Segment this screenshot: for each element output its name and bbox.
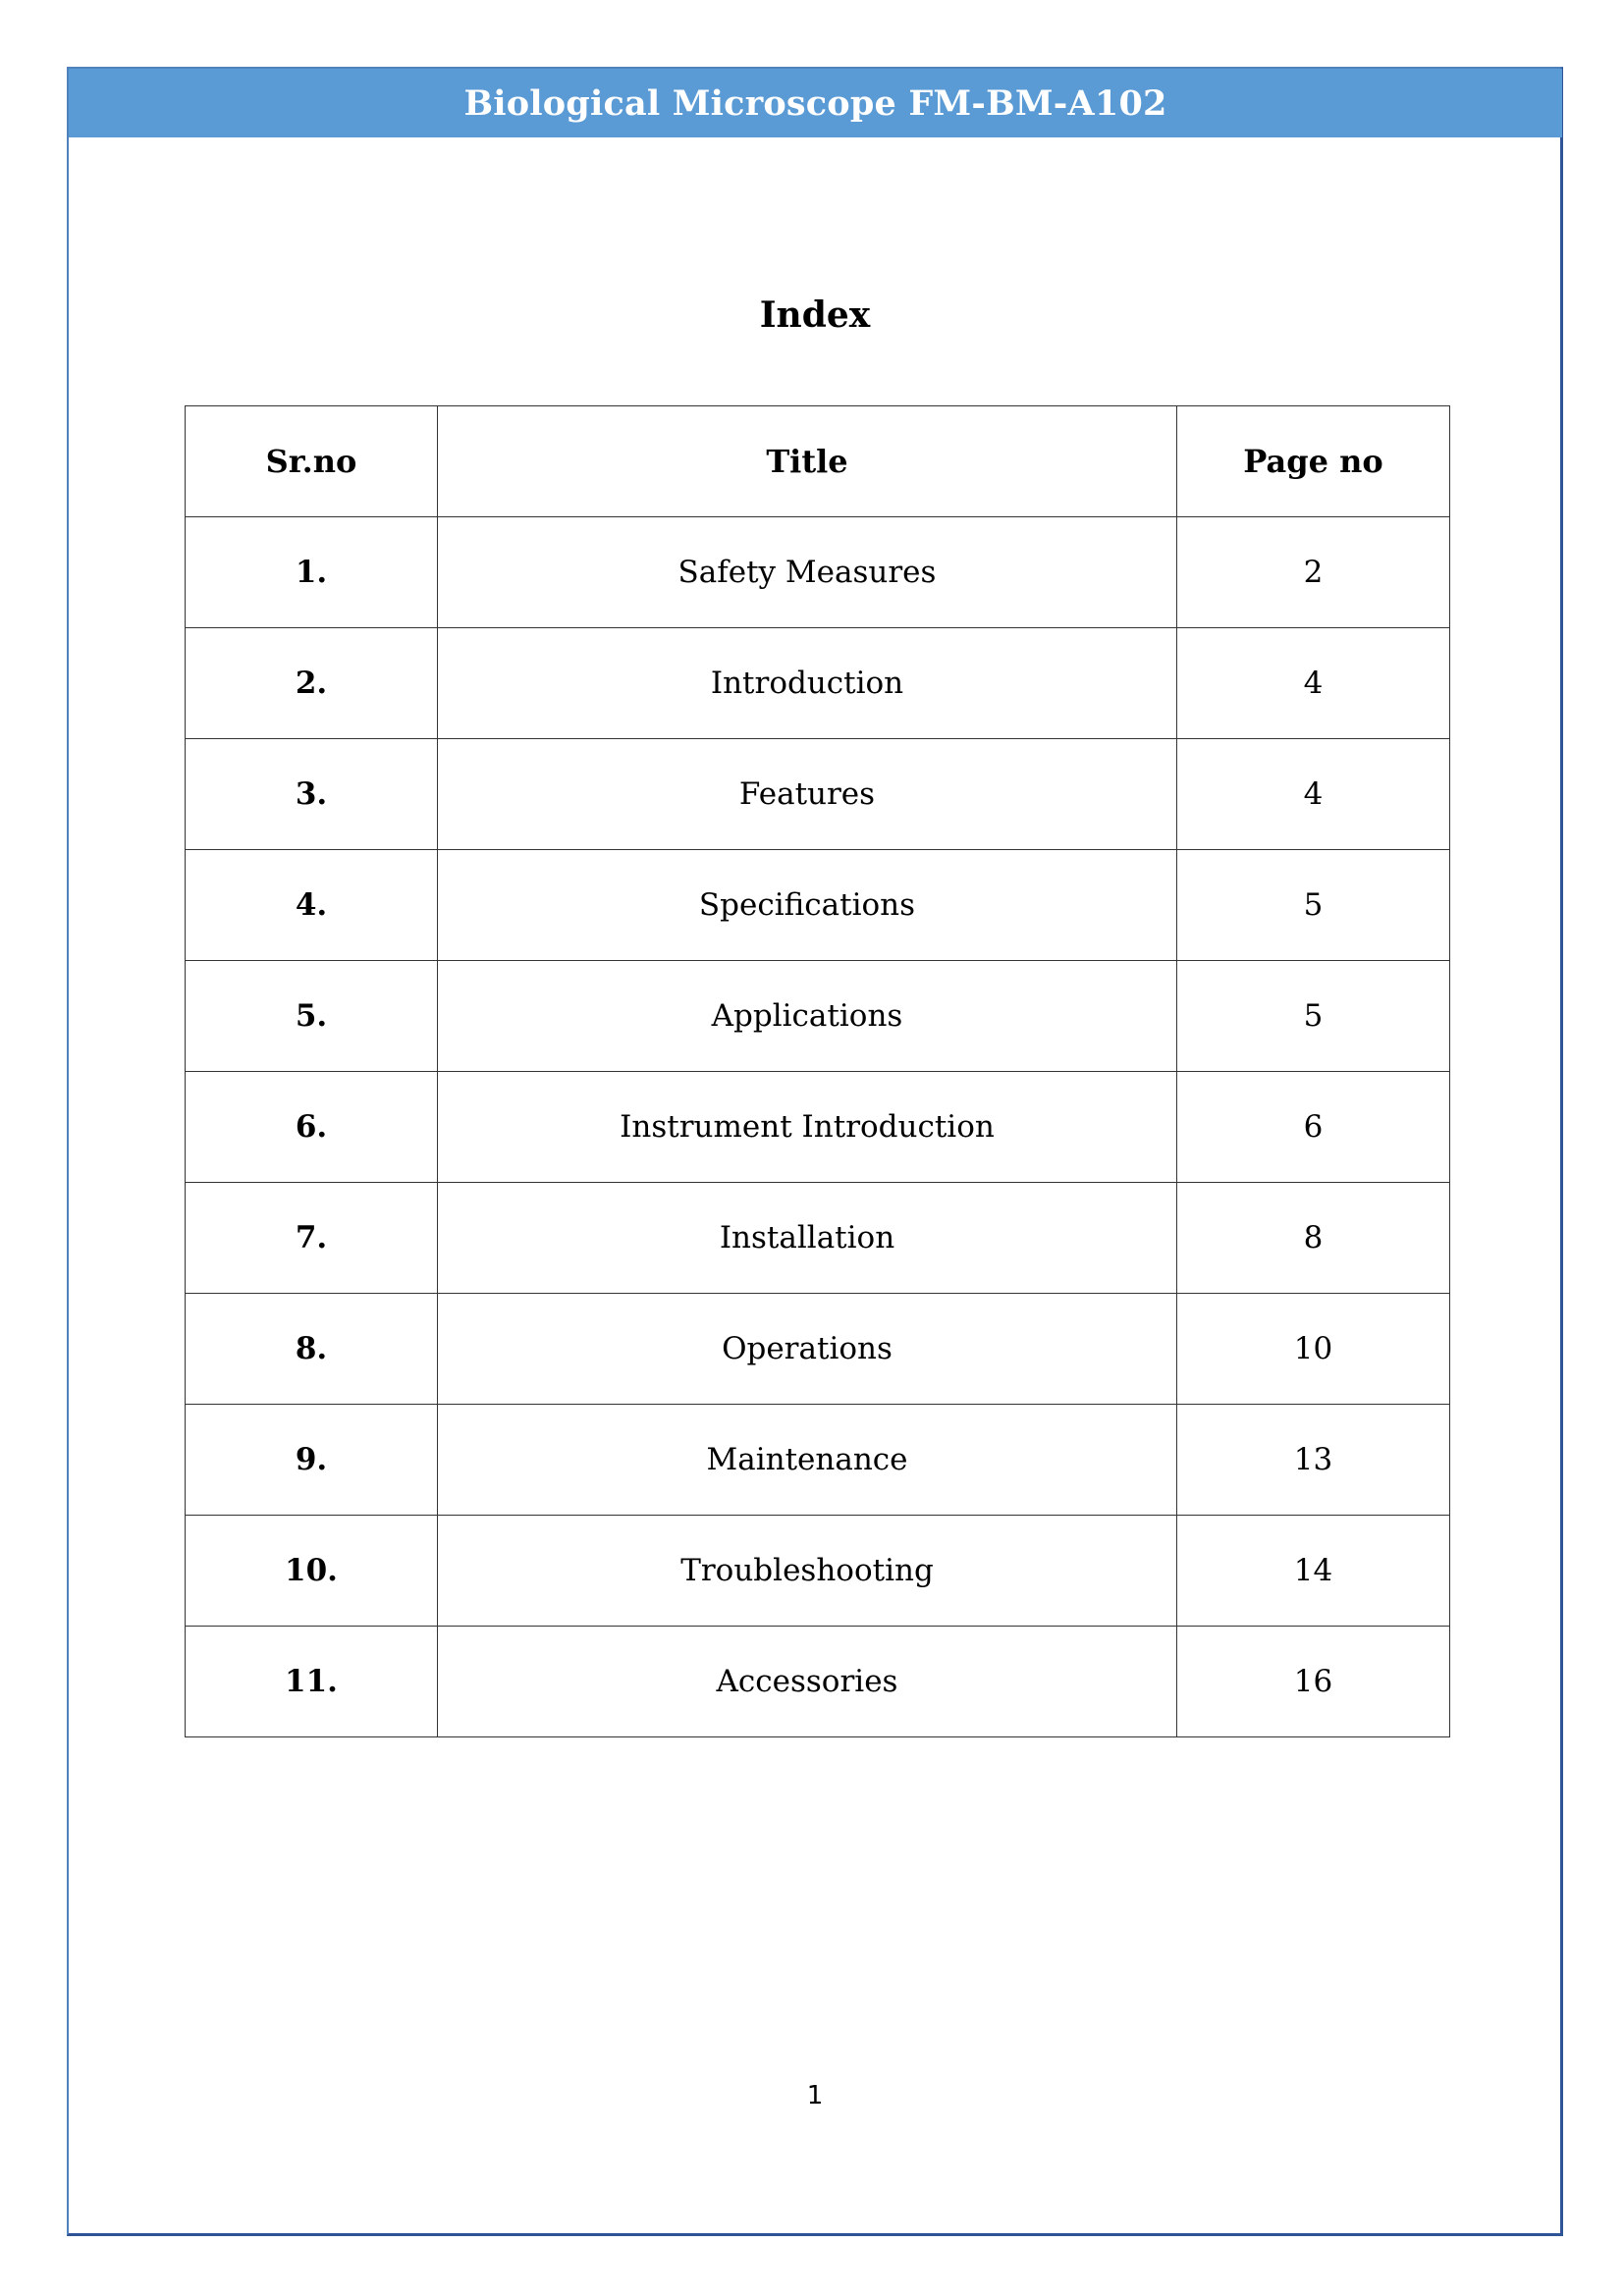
- row-title: Safety Measures: [438, 517, 1177, 628]
- row-page-no: 13: [1177, 1405, 1450, 1516]
- row-title: Installation: [438, 1183, 1177, 1294]
- row-page-no: 5: [1177, 961, 1450, 1072]
- table-row: [186, 1516, 1450, 1627]
- table-row: [186, 961, 1450, 1072]
- page-number: 1: [806, 2081, 824, 2110]
- index-table: [185, 405, 1450, 1737]
- table-row: [186, 517, 1450, 628]
- row-title: Specifications: [438, 850, 1177, 961]
- index-heading: Index: [759, 294, 871, 336]
- row-sr-no: 2.: [186, 628, 438, 739]
- row-title: Accessories: [438, 1627, 1177, 1737]
- table-row: [186, 1405, 1450, 1516]
- row-page-no: 10: [1177, 1294, 1450, 1405]
- column-header-sr-no: Sr.no: [186, 406, 438, 517]
- column-header-page-no: Page no: [1177, 406, 1450, 517]
- table-row: [186, 1072, 1450, 1183]
- row-sr-no: 4.: [186, 850, 438, 961]
- row-page-no: 4: [1177, 628, 1450, 739]
- row-title: Operations: [438, 1294, 1177, 1405]
- row-page-no: 8: [1177, 1183, 1450, 1294]
- row-page-no: 6: [1177, 1072, 1450, 1183]
- row-title: Features: [438, 739, 1177, 850]
- column-header-title: Title: [438, 406, 1177, 517]
- row-sr-no: 9.: [186, 1405, 438, 1516]
- row-sr-no: 1.: [186, 517, 438, 628]
- row-sr-no: 7.: [186, 1183, 438, 1294]
- document-title: Biological Microscope FM-BM-A102: [463, 82, 1167, 124]
- table-row: [186, 850, 1450, 961]
- table-row: [186, 1627, 1450, 1737]
- row-title: Instrument Introduction: [438, 1072, 1177, 1183]
- row-title: Introduction: [438, 628, 1177, 739]
- table-header-row: [186, 406, 1450, 517]
- row-sr-no: 10.: [186, 1516, 438, 1627]
- row-sr-no: 6.: [186, 1072, 438, 1183]
- row-title: Troubleshooting: [438, 1516, 1177, 1627]
- row-sr-no: 8.: [186, 1294, 438, 1405]
- table-row: [186, 628, 1450, 739]
- header-bar: [69, 69, 1562, 137]
- row-title: Applications: [438, 961, 1177, 1072]
- table-row: [186, 739, 1450, 850]
- row-page-no: 16: [1177, 1627, 1450, 1737]
- row-sr-no: 11.: [186, 1627, 438, 1737]
- row-page-no: 14: [1177, 1516, 1450, 1627]
- table-row: [186, 1183, 1450, 1294]
- row-page-no: 2: [1177, 517, 1450, 628]
- row-page-no: 5: [1177, 850, 1450, 961]
- row-sr-no: 3.: [186, 739, 438, 850]
- row-title: Maintenance: [438, 1405, 1177, 1516]
- row-page-no: 4: [1177, 739, 1450, 850]
- table-row: [186, 1294, 1450, 1405]
- row-sr-no: 5.: [186, 961, 438, 1072]
